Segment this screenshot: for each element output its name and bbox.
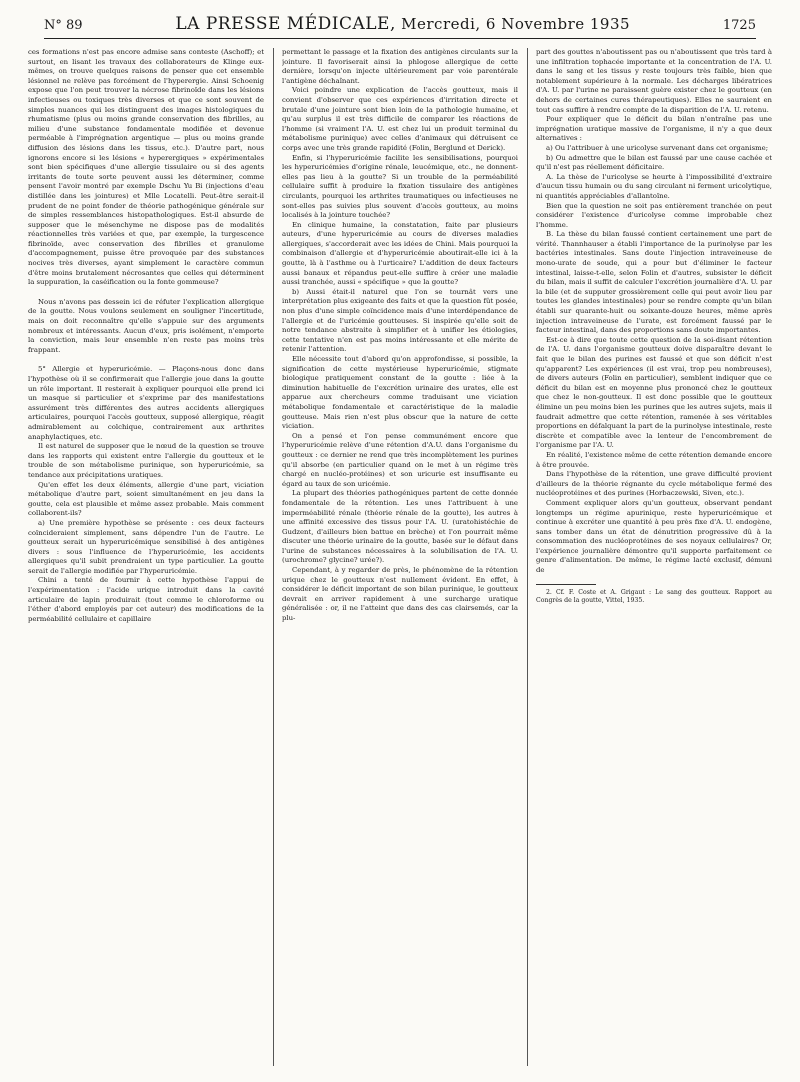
journal-name: LA PRESSE MÉDICALE,: [175, 14, 396, 34]
paragraph: Elle nécessite tout d'abord qu'on approfondisse, si possible, la signification de cette mystérieuse hyperuricémie, stigmate biologique pratiquement constant de la goutte : liée à la diminution habituelle de l'excrétion urinaire des urates, elle est apparue aux chercheurs comme traduisant une viciation métabolique fondamentale et caractéristique de la maladie goutteuse. Mais rien n'est plus obscur que la nature de cette viciation.: [282, 355, 518, 431]
paragraph: Il est naturel de supposer que le nœud de la question se trouve dans les rapports qui existent entre l'allergie du goutteux et le trouble de son métabolisme purinique, son hyperuricémie, sa tendance aux précipitations uratiques.: [28, 442, 264, 479]
column-3: [536, 48, 772, 1072]
footnote: 2. Cf. F. Coste et A. Grigaut : Le sang des goutteux. Rapport au Congrès de la goutte, Vittel, 1935.: [536, 588, 772, 605]
paragraph: Dans l'hypothèse de la rétention, une grave difficulté provient d'ailleurs de la théorie régnante du cycle métabolique fermé des nucléoprotéines et des purines (Horbaczewski, Siven, etc.).: [536, 470, 772, 498]
paragraph: Cependant, à y regarder de près, le phénomène de la rétention urique chez le goutteux n'est nullement évident. En effet, à considérer le déficit important de son bilan purinique, le goutteux devrait en arriver rapidement à une surcharge uratique généralisée : or, il ne l'atteint que dans des cas clairsemés, car la plu-: [282, 566, 518, 623]
paragraph: Qu'en effet les deux éléments, allergie d'une part, viciation métabolique d'autre part, soient simultanément en jeu dans la goutte, cela est plausible et même assez probable. Mais comment collaborent-ils?: [28, 480, 264, 518]
paragraph: B. La thèse du bilan faussé contient certainement une part de vérité. Thannhauser a établi l'importance de la purinolyse par les bactéries intestinales. Sans doute l'injection intraveineuse de mono-urate de soude, qui a pour but d'éliminer le facteur intestinal, laisse-t-elle, selon Folin et d'autres, subsister le déficit du bilan, mais il suffit de calculer l'excrétion journalière d'A. U. par la bile (et de supputer grossièrement celle qui peut avoir lieu par toutes les glandes intestinales) pour se rendre compte qu'un bilan établi sur quarante-huit ou soixante-douze heures, même après injection intraveineuse de l'urate, est forcément faussé par le facteur intestinal, dans des proportions sans doute importantes.: [536, 230, 772, 335]
column-1: [28, 48, 264, 1072]
paragraph: part des gouttes n'aboutissent pas ou n'aboutissent que très tard à une infiltration tophacée importante et la concentration de l'A. U. dans le sang et les tissus y reste toujours très faible, bien que notablement supérieure à la normale. Les décharges libératrices d'A. U. par l'urine ne paraissent guère exister chez le goutteux (en dehors de certaines cures thérapeutiques). Elles ne sauraient en tout cas suffire à rendre compte de la disparition de l'A. U. retenu.: [536, 48, 772, 114]
paragraph: Est-ce à dire que toute cette question de la soi-disant rétention de l'A. U. dans l'organisme goutteux doive disparaître devant le fait que le bilan des purines est faussé et que son déficit n'est qu'apparent? Les expériences (il est vrai, trop peu nombreuses), de divers auteurs (Folin en particulier), semblent indiquer que ce déficit du bilan est en moyenne plus prononcé chez le goutteux que chez le non-goutteux. Il est donc possible que le goutteux élimine un peu moins bien les purines que les autres sujets, mais il faudrait admettre que cette rétention, ramenée à ses véritables proportions en défalquant la part de la purinolyse intestinale, reste discrète et compatible avec la lenteur de l'encombrement de l'organisme par l'A. U.: [536, 335, 772, 450]
paragraph: Nous n'avons pas dessein ici de réfuter l'explication allergique de la goutte. Nous voulons seulement en souligner l'incertitude, mais on doit reconnaître qu'elle s'appuie sur des arguments nombreux et intéressants. Aucun d'eux, pris isolément, n'emporte la conviction, mais leur ensemble n'en reste pas moins très frappant.: [28, 297, 264, 354]
page-header: [44, 14, 756, 39]
paragraph: Chini a tenté de fournir à cette hypothèse l'appui de l'expérimentation : l'acide urique introduit dans la cavité articulaire de lapin produirait (tout comme le chloroforme ou l'éther d'abord employés par cet auteur) des modifications de la perméabilité cellulaire et capillaire: [28, 576, 264, 623]
paragraph: En clinique humaine, la constatation, faite par plusieurs auteurs, d'une hyperuricémie au cours de diverses maladies allergiques, s'accorderait avec les idées de Chini. Mais pourquoi la combinaison d'allergie et d'hyperuricémie aboutirait-elle ici à la goutte, là à l'asthme ou à l'urticaire? L'addition de deux facteurs aussi banaux et répandus peut-elle suffire à créer une maladie aussi tranchée, aussi « spécifique » que la goutte?: [282, 220, 518, 287]
column-2: [282, 48, 518, 1072]
paragraph: On a pensé et l'on pense communément encore que l'hyperuricémie relève d'une rétention d'A.U. dans l'organisme du goutteux : ce dernier ne rend que très incomplètement les purines qu'il absorbe (en particulier quand on le met à un régime très chargé en nucléo-protéines) et son uricurie est insuffisante eu égard au taux de son uricémie.: [282, 431, 518, 488]
paragraph: b) Aussi était-il naturel que l'on se tournât vers une interprétation plus exigeante des faits et que la question fût posée, non plus d'une simple coïncidence mais d'une interdépendance de l'allergie et de l'uricémie goutteuses. Si inspirée qu'elle soit de notre tendance abstraite à simplifier et à unifier les étiologies, cette tentative n'en est pas moins intéressante et elle mérite de retenir l'attention.: [282, 287, 518, 354]
paragraph: a) Ou l'attribuer à une uricolyse survenant dans cet organisme;: [546, 143, 769, 152]
paragraph: a) Une première hypothèse se présente : ces deux facteurs coïncideraient simplement, sans dépendre l'un de l'autre. Le goutteux serait un hyperuricémique sensibilisé à des antigènes divers : sous l'influence de l'hyperuricémie, les accidents allergiques qu'il subit prendraient un type particulier. La goutte serait de l'allergie modifiée par l'hyperuricémie.: [28, 518, 264, 575]
footnote-rule: [536, 584, 596, 585]
paragraph: Enfin, si l'hyperuricémie facilite les sensibilisations, pourquoi les hyperuricémies d'origine rénale, leucémique, etc., ne donnent-elles pas lieu à la goutte? Si un trouble de la perméabilité cellulaire suffit à produire la fixation tissulaire des antigènes circulants, pourquoi les arthrites traumatiques ou infectieuses ne sont-elles pas suivies plus souvent d'accès goutteux, au moins localisés à la jointure touchée?: [282, 153, 518, 220]
paragraph: Pour expliquer que le déficit du bilan n'entraîne pas une imprégnation uratique massive de l'organisme, il n'y a que deux alternatives :: [536, 115, 772, 143]
issue-date: Mercredi, 6 Novembre 1935: [401, 15, 631, 33]
paragraph: b) Ou admettre que le bilan est faussé par une cause cachée et qu'il n'est pas réellement déficitaire.: [536, 153, 772, 172]
paragraph: Bien que la question ne soit pas entièrement tranchée on peut considérer l'existence d'uricolyse comme improbable chez l'homme.: [536, 201, 772, 229]
paragraph: permettant le passage et la fixation des antigènes circulants sur la jointure. Il favoriserait ainsi la phlogose allergique de cette dernière, lorsqu'on injecte ultérieurement par voie parentérale l'antigène déchaînant.: [282, 48, 518, 85]
paragraph: Voici poindre une explication de l'accès goutteux, mais il convient d'observer que ces expériences d'irritation directe et brutale d'une jointure sont bien loin de la pathologie humaine, et qu'au surplus il est très difficile de comparer les réactions de l'homme (si vraiment l'A. U. est chez lui un produit terminal du métabolisme purinique) avec celles d'animaux qui détruisent ce corps avec une très grande rapidité (Folin, Berglund et Derick).: [282, 86, 518, 152]
page-number: 1725: [722, 18, 756, 33]
paragraph: A. La thèse de l'uricolyse se heurte à l'impossibilité d'extraire d'aucun tissu humain ou du sang circulant ni ferment uricolytique, ni quantités appréciables d'allantoïne.: [536, 172, 772, 200]
column-divider: [527, 48, 528, 1066]
section-paragraph: 5° Allergie et hyperuricémie. — Plaçons-nous donc dans l'hypothèse où il se confirmerait que l'allergie joue dans la goutte un rôle important. Il resterait à expliquer pourquoi elle prend ici un masque si particulier et s'exprime par des manifestations assurément très différentes des autres accidents allergiques articulaires, pourquoi l'accès goutteux, supposé allergique, réagit admirablement au colchique, contrairement aux arthrites anaphylactiques, etc.: [28, 365, 264, 441]
paragraph: Comment expliquer alors qu'un goutteux, observant pendant longtemps un régime apurinique, reste hyperuricémique et continue à excréter une quantité à peu près fixe d'A. U. endogène, sans tomber dans un état de dénutrition progressive dû à la consommation des nucléoprotéines de ses noyaux cellulaires? Or, l'expérience journalière démontre qu'il supporte parfaitement ce genre d'alimentation. De même, le régime lacté exclusif, démuni de: [536, 498, 772, 575]
paragraph: La plupart des théories pathogéniques partent de cette donnée fondamentale de la rétention. Les unes l'attribuent à une imperméabilité rénale (théorie rénale de la goutte), les autres à une affinité excessive des tissus pour l'A. U. (uratohistéchie de Gudzent, d'ailleurs bien battue en brèche) et l'on pourrait même discuter une théorie urinaire de la goutte, basée sur le défaut dans l'urine de substances nécessaires à la solubilisation de l'A. U. (urochrome? glycine? urée?).: [282, 489, 518, 565]
column-divider: [273, 48, 274, 1066]
issue-number: N° 89: [44, 18, 83, 33]
journal-title: [175, 14, 630, 34]
paragraph: ces formations n'est pas encore admise sans conteste (Aschoff); et surtout, en lisant les travaux des collaborateurs de Klinge eux-mêmes, on trouve quelques raisons de penser que cet ensemble lésionnel ne relève pas forcément de l'hyperergie. Ainsi Schoenig expose que l'on peut trouver la nécrose fibrinoïde dans les lésions infectieuses ou toxiques très diverses et que ce sont souvent de simples nuances qui les distinguent des images histologiques du rhumatisme (plus ou moins grande conservation des fibrilles, au milieu d'une substance fondamentale modifiée et devenue perméable à l'imprégnation argentique — plus ou moins grande diffusion des lésions dans les tissus, etc.). D'autre part, nous ignorons encore si les lésions « hyperergiques » expérimentales sont bien spécifiques d'une allergie tissulaire ou si des agents irritants de toute sorte peuvent aussi les déterminer, comme pensent l'avoir montré par exemple Dschu Yu Bi (injections d'eau distillée dans les jointures) et Mlle Locatelli. Peut-être serait-il prudent de ne point fonder de théorie pathogénique générale sur de simples ressemblances histopathologiques. Est-il absurde de supposer que le mésenchyme ne dispose pas de modalités réactionnelles très variées et que, par exemple, la turgescence fibrinoïde, avec conservation des fibrilles et granulome d'accompagnement, puisse être provoquée par des substances nocives très diverses, ayant simplement le caractère commun d'être moins brutalement nécrosantes que celles qui déterminent la suppuration, la caséification ou la fonte gommeuse?: [28, 48, 264, 287]
paragraph: En réalité, l'existence même de cette rétention demande encore à être prouvée.: [536, 450, 772, 469]
